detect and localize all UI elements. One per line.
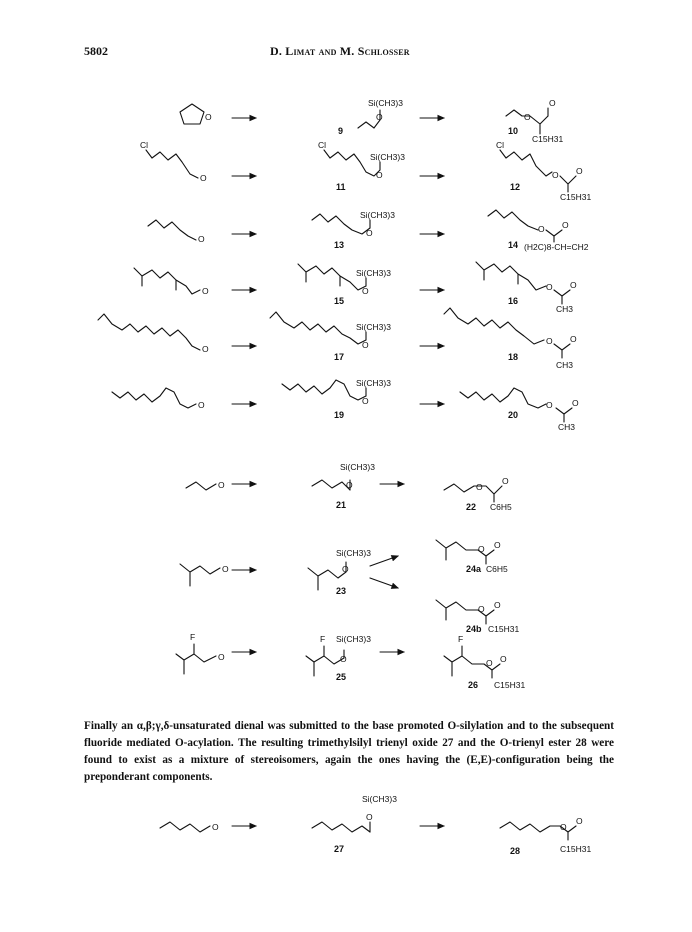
label-o: O: [546, 400, 553, 410]
label-silyl: Si(CH3)3: [368, 98, 403, 108]
label-o: O: [476, 482, 483, 492]
label-o: O: [205, 112, 212, 122]
compound-number: 28: [510, 846, 521, 856]
arrow-to-24b: [370, 578, 398, 588]
crotonal: [186, 482, 216, 490]
compound-number: 15: [334, 296, 345, 306]
label-o: O: [576, 816, 583, 826]
label-cl: Cl: [496, 140, 505, 150]
label-o: O: [546, 336, 553, 346]
label-c6h5: C6H5: [490, 502, 512, 512]
compound-number: 16: [508, 296, 519, 306]
compound-number: 21: [336, 500, 347, 510]
label-silyl: Si(CH3)3: [340, 462, 375, 472]
label-o: O: [486, 658, 493, 668]
label-o: O: [549, 98, 556, 108]
label-c15h31: C15H31: [488, 624, 520, 634]
label-o: O: [494, 600, 501, 610]
compound-number: 22: [466, 502, 477, 512]
label-o: O: [552, 170, 559, 180]
dienal: [160, 822, 210, 832]
label-o: O: [478, 604, 485, 614]
row4-start-chain: [134, 268, 200, 294]
compound-27: [312, 822, 370, 832]
compound-number: 10: [508, 126, 519, 136]
compound-number: 18: [508, 352, 519, 362]
label-o: O: [218, 480, 225, 490]
label-c15h31: C15H31: [560, 844, 592, 854]
label-o: O: [376, 170, 383, 180]
body-paragraph: Finally an α,β;γ,δ-unsaturated dienal was submitted to the base promoted O-silylation and to the subsequent fluoride mediated O-acylation. The resulting trimethylsilyl trienyl oxide 27 and the O-trienyl ester 28 were found to exist as a mixture of stereoisomers, again the ones having the (E,E)-configuration being the preponderant components.: [84, 720, 614, 783]
label-silyl: Si(CH3)3: [356, 378, 391, 388]
thf-ring: [180, 104, 204, 124]
label-o: O: [570, 334, 577, 344]
label-o: O: [346, 480, 353, 490]
label-silyl: Si(CH3)3: [370, 152, 405, 162]
row5-end-chain: [444, 308, 544, 344]
label-o: O: [218, 652, 225, 662]
label-o: O: [562, 220, 569, 230]
row2-end-chain: [500, 150, 552, 176]
compound-24a: [436, 540, 494, 564]
compound-number: 14: [508, 240, 519, 250]
compound-number: 23: [336, 586, 347, 596]
page-number: 5802: [84, 44, 108, 58]
label-o: O: [524, 112, 531, 122]
label-o: O: [478, 544, 485, 554]
label-o: O: [494, 540, 501, 550]
label-silyl: Si(CH3)3: [356, 322, 391, 332]
label-o: O: [376, 112, 383, 122]
label-o: O: [538, 224, 545, 234]
label-silyl: Si(CH3)3: [336, 634, 371, 644]
label-ch3: CH3: [556, 360, 574, 370]
label-c15h31: C15H31: [532, 134, 564, 144]
compound-number: 25: [336, 672, 347, 682]
label-cl: Cl: [140, 140, 149, 150]
prenal: [180, 564, 220, 586]
row4-end-chain: [476, 262, 546, 290]
compound-number: 13: [334, 240, 345, 250]
fluoro-aldehyde: [176, 644, 216, 674]
label-o: O: [340, 654, 347, 664]
compound-number: 24b: [466, 624, 482, 634]
label-o: O: [546, 282, 553, 292]
label-o: O: [342, 564, 349, 574]
compound-number: 19: [334, 410, 345, 420]
label-o: O: [200, 173, 207, 183]
label-o: O: [362, 340, 369, 350]
compound-number: 27: [334, 844, 345, 854]
label-o: O: [362, 286, 369, 296]
arrow-to-24a: [370, 556, 398, 566]
label-o: O: [500, 654, 507, 664]
compound-number: 17: [334, 352, 345, 362]
label-o: O: [572, 398, 579, 408]
label-silyl: Si(CH3)3: [360, 210, 395, 220]
label-c15h31: C15H31: [560, 192, 592, 202]
row2-start-chain: [146, 150, 198, 178]
compound-21: [312, 480, 350, 490]
compound-number: 11: [336, 182, 346, 192]
label-o: O: [576, 166, 583, 176]
compound-number: 26: [468, 680, 479, 690]
label-o: O: [366, 228, 373, 238]
compound-number: 20: [508, 410, 519, 420]
label-o: O: [202, 286, 209, 296]
compound-24b: [436, 600, 494, 624]
label-o: O: [198, 400, 205, 410]
compound-number: 24a: [466, 564, 482, 574]
label-silyl: Si(CH3)3: [356, 268, 391, 278]
row6-end-chain: [460, 388, 546, 408]
running-title: D. Limat and M. Schlosser: [270, 44, 410, 58]
label-o: O: [560, 822, 567, 832]
compound-number: 12: [510, 182, 521, 192]
label-cl: Cl: [318, 140, 327, 150]
compound-number: 9: [338, 126, 344, 136]
label-o: O: [212, 822, 219, 832]
row6-start-chain: [112, 388, 196, 408]
label-o: O: [570, 280, 577, 290]
label-silyl: Si(CH3)3: [362, 794, 397, 804]
label-o: O: [202, 344, 209, 354]
row3-end-chain: [488, 210, 538, 230]
label-f: F: [320, 634, 326, 644]
row3-start-chain: [148, 220, 196, 240]
row5-mid-chain: [270, 312, 366, 344]
label-ch3: CH3: [556, 304, 574, 314]
label-f: F: [458, 634, 464, 644]
label-f: F: [190, 632, 196, 642]
label-o: O: [366, 812, 373, 822]
row5-start-chain: [98, 314, 200, 350]
label-alkenyl: (H2C)8-CH=CH2: [524, 242, 589, 252]
label-ch3: CH3: [558, 422, 576, 432]
label-o: O: [362, 396, 369, 406]
label-o: O: [198, 234, 205, 244]
label-c15h31: C15H31: [494, 680, 526, 690]
label-c6h5: C6H5: [486, 564, 508, 574]
row6-mid-chain: [282, 380, 366, 400]
label-o: O: [502, 476, 509, 486]
label-silyl: Si(CH3)3: [336, 548, 371, 558]
label-o: O: [222, 564, 229, 574]
compound-22: [444, 484, 502, 502]
